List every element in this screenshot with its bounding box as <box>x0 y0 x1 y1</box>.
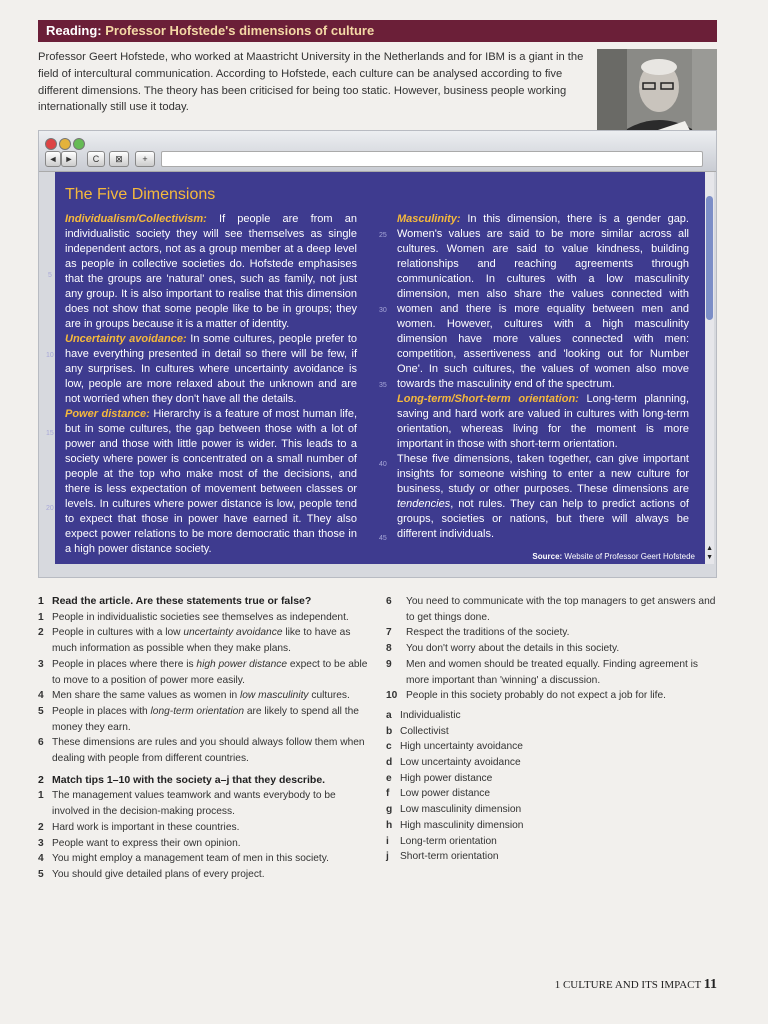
maximize-window-icon[interactable] <box>73 138 85 150</box>
item-text: People want to express their own opinion. <box>52 837 241 849</box>
section-header <box>38 20 717 42</box>
exercise-2-tips-list-continued <box>386 594 718 704</box>
item-term: low masculinity <box>240 690 309 702</box>
exercise-1-heading: 1 Read the article. Are these statements true or false? <box>38 595 312 607</box>
option-text: Individualistic <box>400 709 461 721</box>
item-text-rest: cultures. <box>308 690 350 702</box>
header-label: Reading: <box>46 23 102 38</box>
society-option <box>386 834 718 850</box>
tip-item <box>386 657 718 688</box>
line-number: 10 <box>46 352 54 359</box>
item-number: 5 <box>38 705 44 717</box>
item-number: 3 <box>38 658 44 670</box>
item-text: People in places where there is <box>52 658 197 670</box>
tip-item <box>386 594 718 625</box>
option-text: Long-term orientation <box>400 835 497 847</box>
term-uncertainty: Uncertainty avoidance: <box>65 333 187 345</box>
item-number: 1 <box>38 611 44 623</box>
society-option <box>386 818 718 834</box>
society-option <box>386 802 718 818</box>
society-option <box>386 708 718 724</box>
item-term: long-term orientation <box>150 705 244 717</box>
item-number: 3 <box>38 837 44 849</box>
exercise-2-heading: 2 Match tips 1–10 with the society a–j that they describe. <box>38 773 326 786</box>
statement-item <box>38 657 368 688</box>
item-number: 1 <box>38 790 44 802</box>
browser-window <box>38 130 717 578</box>
scroll-down-arrow-icon[interactable]: ▼ <box>706 554 713 561</box>
item-text-rest: are likely to spend all the money they earn. <box>52 705 359 733</box>
item-text: You might employ a management team of men in this society. <box>52 853 329 865</box>
statement-item <box>38 688 368 704</box>
paragraph-masculinity: Masculinity: In this dimension, there is a gender gap. Women's values are said to be more similar across all cultures. Women are said to value kindness, building relationships and reaching agreements through communication. In cultures with a low masculinity dimension, men also share the values connected with women and there is more equality between men and women. However, cultures with a high masculinity dimension have more values connected with men: competition, assertiveness and 'looking out for Number One'. In such cultures, the values of women also move towards the masculinity end of the spectrum. <box>397 213 689 390</box>
stop-button[interactable]: ⊠ <box>109 151 129 167</box>
line-number: 45 <box>379 535 387 542</box>
line-number: 25 <box>379 232 387 239</box>
option-text: Low uncertainty avoidance <box>400 757 521 769</box>
item-number: 5 <box>38 868 44 880</box>
exercise-2-right <box>386 594 718 865</box>
item-text: People in this society probably do not expect a job for life. <box>406 690 666 702</box>
item-number: 4 <box>38 853 44 865</box>
close-window-icon[interactable] <box>45 138 57 150</box>
statement-item <box>38 704 368 735</box>
term-orientation: Long-term/Short-term orientation: <box>397 393 579 405</box>
item-text: You should give detailed plans of every project. <box>52 868 265 880</box>
item-term: uncertainty avoidance <box>183 627 283 639</box>
chapter-title: 1 CULTURE AND ITS IMPACT <box>554 979 702 991</box>
line-number: 15 <box>46 430 54 437</box>
tip-item <box>386 688 718 704</box>
option-letter: j <box>386 851 389 863</box>
line-number: 40 <box>379 461 387 468</box>
tip-item <box>38 820 368 836</box>
option-letter: f <box>386 788 390 800</box>
item-text: Hard work is important in these countries. <box>52 821 240 833</box>
item-text: People in individualistic societies see themselves as independent. <box>52 611 349 623</box>
item-number: 10 <box>386 690 398 702</box>
line-number: 5 <box>48 272 52 279</box>
exercise-1 <box>38 594 368 883</box>
option-letter: b <box>386 725 393 737</box>
article-content <box>46 172 705 564</box>
address-bar[interactable] <box>161 151 703 167</box>
option-letter: e <box>386 772 392 784</box>
tip-item <box>38 867 368 883</box>
item-text: These dimensions are rules and you should always follow them when dealing with people from different countries. <box>52 737 365 765</box>
society-option <box>386 786 718 802</box>
exercise-2-tips-list <box>38 788 368 882</box>
statement-item <box>38 735 368 766</box>
paragraph-orientation: Long-term/Short-term orientation: Long-term planning, saving and hard work are valued in cultures with long-term orientation, whereas living for the moment is more important in those with short-term orientation. <box>397 393 689 450</box>
article-right-column <box>397 212 689 542</box>
option-letter: a <box>386 709 392 721</box>
statement-item <box>38 625 368 656</box>
paragraph-individualism: Individualism/Collectivism: If people are from an individualistic society they will see themselves as single independent actors, not as a group member at a deep level as people in collective societies do. Hofstede emphasises that the groups are 'natural' ones, such as family, not just any group. It is also important to realise that this dimension does not show that some people like to be in groups; they are in groups because it is a matter of identity. <box>65 213 357 330</box>
exercise-1-list <box>38 610 368 767</box>
line-number: 20 <box>46 505 54 512</box>
header-title: Professor Hofstede's dimensions of culture <box>105 23 375 38</box>
line-number: 30 <box>379 307 387 314</box>
tip-item <box>38 836 368 852</box>
minimize-window-icon[interactable] <box>59 138 71 150</box>
option-letter: i <box>386 835 389 847</box>
article-left-column <box>65 212 357 557</box>
item-text: The management values teamwork and wants everybody to be involved in the decision-making process. <box>52 790 336 818</box>
item-text: Respect the traditions of the society. <box>406 627 570 639</box>
item-text: You don't worry about the details in this society. <box>406 643 620 655</box>
paragraph-power-distance: Power distance: Hierarchy is a feature of most human life, but in some cultures, the gap between those with a lot of power and those with little power is wider. This leads to a society where power is concentrated on a small number of people at the top who make most of the decisions, and there is less expectation of movement between classes or levels. In cultures where power distance is low, people tend to expect that those in power have earned it. They also expect power relations to be more democratic than those in a high power distance society. <box>65 408 358 555</box>
item-text-rest: expect to be able to move to a position of power more easily. <box>52 658 368 686</box>
item-number: 2 <box>38 821 44 833</box>
option-text: Low power distance <box>400 788 491 800</box>
page-number: 11 <box>703 977 717 992</box>
forward-button[interactable]: ► <box>61 151 77 167</box>
statement-item <box>38 610 368 626</box>
paragraph-conclusion: These five dimensions, taken together, can give important insights for someone wishing to enter a new culture for business, study or other purposes. These dimensions are tendencies, not rules. They can help to predict actions of groups, societies or nations, but there will always be different individuals. <box>397 453 689 540</box>
item-number: 4 <box>38 690 44 702</box>
society-option <box>386 739 718 755</box>
scroll-up-arrow-icon[interactable]: ▲ <box>706 545 713 552</box>
item-text-rest: like to have as much information as possible when they make plans. <box>52 627 351 655</box>
term-masculinity: Masculinity: <box>397 213 461 225</box>
page-footer <box>555 977 717 993</box>
option-letter: c <box>386 741 392 753</box>
term-power-distance: Power distance: <box>65 408 150 420</box>
item-text: People in places with <box>52 705 151 717</box>
option-text: Collectivist <box>400 725 449 737</box>
vertical-scrollbar[interactable] <box>705 172 714 564</box>
option-text: High power distance <box>400 772 493 784</box>
tip-item <box>38 788 368 819</box>
option-letter: h <box>386 819 393 831</box>
item-number: 6 <box>38 737 44 749</box>
article-source: Source: Website of Professor Geert Hofstede <box>532 552 695 561</box>
term-individualism: Individualism/Collectivism: <box>65 213 207 225</box>
option-letter: d <box>386 757 393 769</box>
tip-item <box>38 851 368 867</box>
item-number: 8 <box>386 643 392 655</box>
line-number: 35 <box>379 382 387 389</box>
back-button[interactable]: ◄ <box>45 151 61 167</box>
item-term: high power distance <box>196 658 288 670</box>
option-text: High masculinity dimension <box>400 819 524 831</box>
tip-item <box>386 625 718 641</box>
item-number: 2 <box>38 627 44 639</box>
option-text: Low masculinity dimension <box>400 804 522 816</box>
option-letter: g <box>386 804 393 816</box>
tip-item <box>386 641 718 657</box>
society-option <box>386 755 718 771</box>
item-text: People in cultures with a low <box>52 627 184 639</box>
item-number: 9 <box>386 658 392 670</box>
scrollbar-thumb[interactable] <box>706 196 713 320</box>
new-tab-button[interactable]: + <box>135 151 155 167</box>
option-text: Short-term orientation <box>400 851 499 863</box>
society-option <box>386 771 718 787</box>
option-text: High uncertainty avoidance <box>400 741 523 753</box>
intro-paragraph: Professor Geert Hofstede, who worked at Maastricht University in the Netherlands and for IBM is a giant in the field of intercultural communication. According to Hofstede, each culture can be analysed according to five different dimensions. The theory has been criticised for being too static. However, business people working internationally still use it today. <box>38 51 584 114</box>
society-option <box>386 849 718 865</box>
society-option <box>386 724 718 740</box>
browser-toolbar <box>39 131 716 172</box>
society-options-list <box>386 708 718 865</box>
item-text: Men share the same values as women in <box>52 690 240 702</box>
paragraph-uncertainty: Uncertainty avoidance: In some cultures, people prefer to have everything presented in detail so there will be few, if any surprises. In cultures where uncertainty avoidance is low, people are more relaxed about the unknown and are not worried when they don't have all the details. <box>65 333 358 405</box>
item-number: 6 <box>386 596 392 607</box>
item-text: You need to communicate with the top managers to get answers and to get things done. <box>406 596 716 623</box>
reload-button[interactable]: C <box>87 151 105 167</box>
item-text: Men and women should be treated equally. Finding agreement is more important than 'winning' a discussion. <box>406 658 699 686</box>
article-title: The Five Dimensions <box>65 186 216 203</box>
item-number: 7 <box>386 627 392 639</box>
